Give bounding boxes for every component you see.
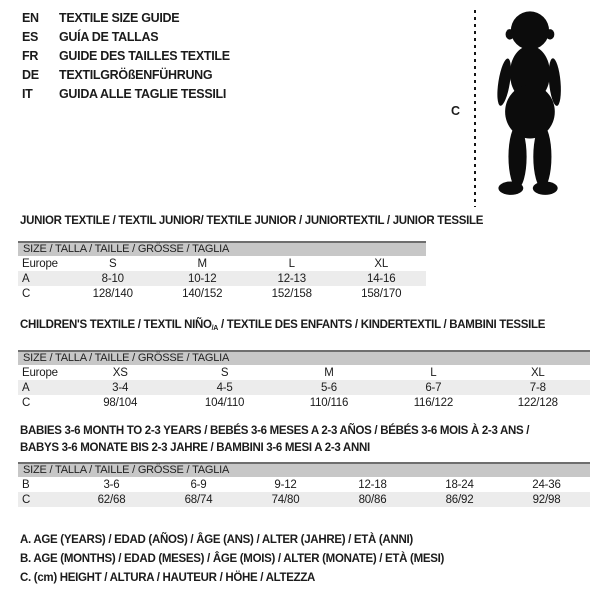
row-label: A (18, 380, 68, 395)
language-header (22, 9, 230, 104)
size-cell: 3-6 (103, 478, 120, 491)
row-label: Europe (22, 257, 58, 270)
height-measure-dashed-line (474, 10, 476, 207)
size-cell: 6-7 (381, 380, 485, 395)
footnote-age-years: A. AGE (YEARS) / EDAD (AÑOS) / ÂGE (ANS) / ALTER (JAHRE) / ETÀ (ANNI) (20, 534, 413, 546)
size-cell: M (197, 257, 207, 270)
size-cell: XL (530, 366, 545, 379)
footnote-age-months: B. AGE (MONTHS) / EDAD (MESES) / ÂGE (MOIS) / ALTER (MONATE) / ETÀ (MESI) (20, 553, 445, 565)
size-header-bar: SIZE / TALLA / TAILLE / GRÖSSE / TAGLIA (18, 350, 590, 365)
lang-row-es (22, 28, 230, 47)
footnote-height: C. (cm) HEIGHT / ALTURA / HAUTEUR / HÖHE / ALTEZZA (20, 572, 316, 584)
size-cell: 5-6 (277, 380, 381, 395)
lang-label: TEXTILE SIZE GUIDE (59, 11, 180, 25)
size-cell: 8-10 (68, 271, 158, 286)
table-row-europe (18, 365, 590, 380)
lang-code: FR (22, 49, 39, 63)
size-cell: S (220, 366, 229, 379)
row-label: C (22, 287, 31, 300)
lang-row-fr (22, 47, 230, 66)
size-cell: 86/92 (416, 492, 503, 507)
table-row-age-months (18, 477, 590, 492)
section-title-junior: JUNIOR TEXTILE / TEXTIL JUNIOR/ TEXTILE JUNIOR / JUNIORTEXTIL / JUNIOR TESSILE (20, 215, 484, 227)
table-row-height (18, 286, 426, 301)
title-line-2: BABYS 3-6 MONATE BIS 2-3 JAHRE / BAMBINI 3-6 MESI A 2-3 ANNI (20, 442, 370, 454)
row-label: C (22, 396, 31, 409)
size-cell: 128/140 (92, 287, 133, 300)
footnotes (20, 531, 444, 588)
row-label: C (18, 492, 68, 507)
size-cell: 110/116 (309, 396, 349, 409)
title-subscript: /A (211, 325, 219, 332)
size-cell: M (324, 366, 334, 379)
lang-label: GUÍA DE TALLAS (59, 30, 159, 44)
size-cell: 9-12 (274, 478, 297, 491)
size-cell: 68/74 (155, 492, 242, 507)
size-cell: XL (374, 257, 389, 270)
table-row-height (18, 492, 590, 507)
size-cell: 116/122 (413, 396, 454, 409)
size-cell: L (288, 257, 295, 270)
size-cell: XS (112, 366, 128, 379)
size-cell: 62/68 (68, 492, 155, 507)
size-cell: 92/98 (503, 492, 590, 507)
size-cell: 80/86 (329, 492, 416, 507)
section-title-children (20, 319, 545, 332)
toddler-silhouette-image (486, 8, 572, 204)
row-label: A (18, 271, 68, 286)
row-label: Europe (22, 366, 58, 379)
height-measure-label: C (451, 104, 461, 118)
junior-table (18, 241, 426, 301)
lang-label: TEXTILGRÖßENFÜHRUNG (59, 68, 213, 82)
size-cell: 98/104 (103, 396, 138, 409)
size-cell: 10-12 (158, 271, 248, 286)
table-row-age (18, 380, 590, 395)
lang-label: GUIDE DES TAILLES TEXTILE (59, 49, 230, 63)
table-row-height (18, 395, 590, 410)
size-cell: 140/152 (182, 287, 223, 300)
table-row-europe (18, 256, 426, 271)
lang-row-de (22, 66, 230, 85)
lang-row-it (22, 85, 230, 104)
size-cell: 104/110 (204, 396, 245, 409)
babies-table (18, 462, 590, 507)
size-cell: 7-8 (486, 380, 590, 395)
lang-row-en (22, 9, 230, 28)
lang-code: EN (22, 11, 39, 25)
size-cell: 14-16 (337, 271, 427, 286)
size-cell: 6-9 (190, 478, 207, 491)
size-cell: 74/80 (242, 492, 329, 507)
babies-size-table (18, 477, 590, 507)
size-cell: 4-5 (172, 380, 276, 395)
size-cell: 12-13 (247, 271, 337, 286)
size-cell: 158/170 (361, 287, 402, 300)
size-header-bar: SIZE / TALLA / TAILLE / GRÖSSE / TAGLIA (18, 241, 426, 256)
size-cell: 122/128 (517, 396, 558, 409)
lang-code: IT (22, 87, 33, 101)
size-header-bar: SIZE / TALLA / TAILLE / GRÖSSE / TAGLIA (18, 462, 590, 477)
table-row-age (18, 271, 426, 286)
size-cell: L (430, 366, 437, 379)
size-cell: 152/158 (271, 287, 312, 300)
size-cell: S (109, 257, 117, 270)
title-line-1: BABIES 3-6 MONTH TO 2-3 YEARS / BEBÉS 3-6 MESES A 2-3 AÑOS / BÉBÉS 3-6 MOIS À 2-3 ANS / (20, 425, 530, 437)
title-part: / TEXTILE DES ENFANTS / KINDERTEXTIL / BAMBINI TESSILE (218, 319, 546, 331)
junior-size-table (18, 256, 426, 301)
children-table (18, 350, 590, 410)
lang-code: ES (22, 30, 39, 44)
title-part: CHILDREN'S TEXTILE / TEXTIL NIÑO (20, 319, 212, 331)
children-size-table (18, 365, 590, 410)
size-cell: 12-18 (358, 478, 387, 491)
lang-label: GUIDA ALLE TAGLIE TESSILI (59, 87, 227, 101)
size-cell: 18-24 (445, 478, 474, 491)
row-label: B (22, 478, 30, 491)
lang-code: DE (22, 68, 39, 82)
size-cell: 24-36 (532, 478, 561, 491)
size-cell: 3-4 (68, 380, 172, 395)
section-title-babies (20, 423, 580, 457)
